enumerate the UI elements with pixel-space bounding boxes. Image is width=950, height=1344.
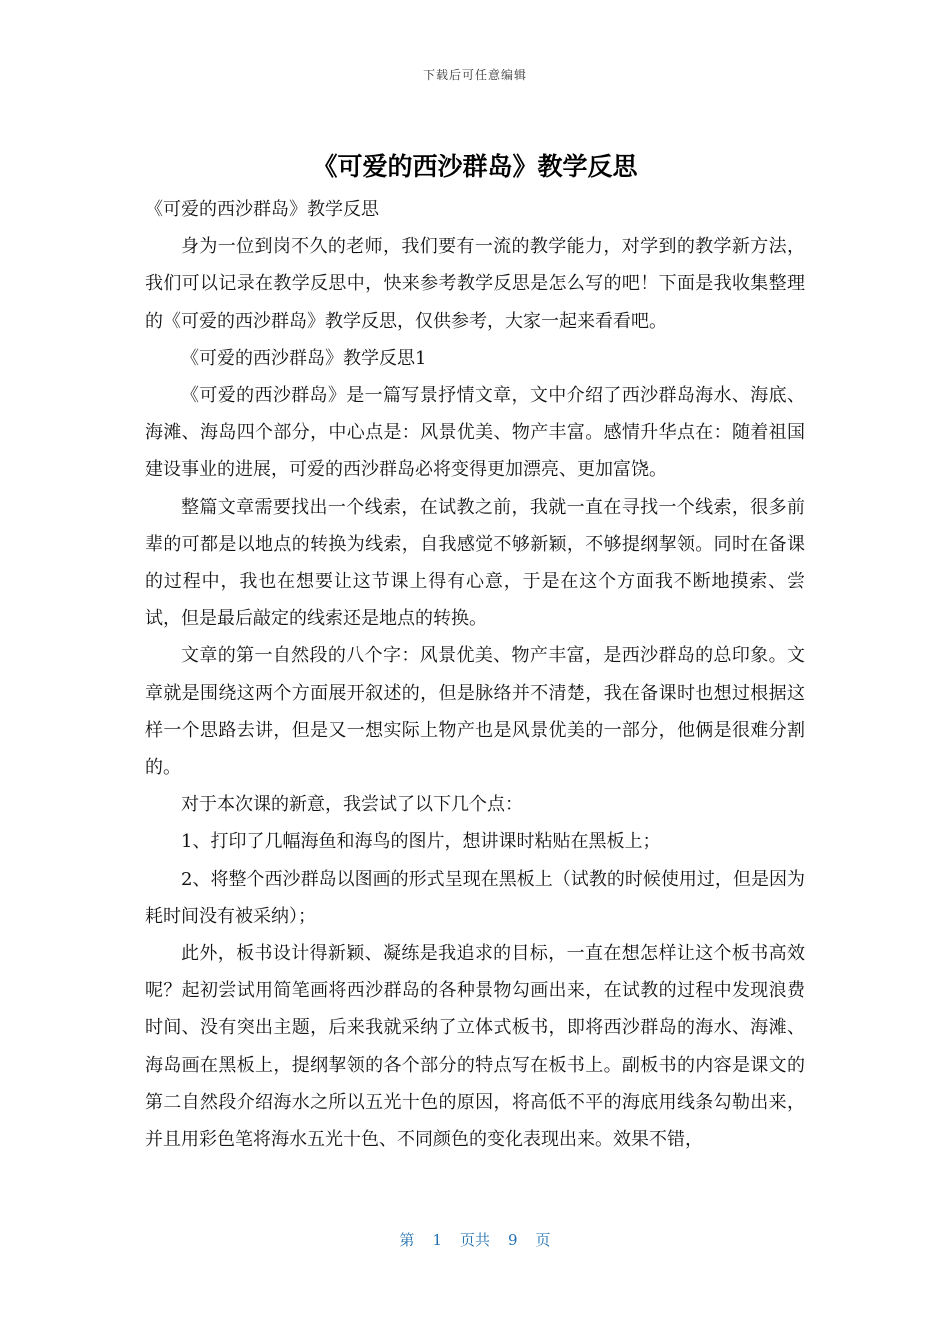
paragraph: 整篇文章需要找出一个线索，在试教之前，我就一直在寻找一个线索，很多前辈的可都是以地点的转换为线索，自我感觉不够新颖，不够提纲挈领。同时在备课的过程中，我也在想要让这节课上得有心意，于是在这个方面我不断地摸索、尝试，但是最后敲定的线索还是地点的转换。 <box>145 496 805 630</box>
paragraph: 《可爱的西沙群岛》教学反思 <box>145 199 379 220</box>
document-body <box>145 191 805 1158</box>
paragraph: 此外，板书设计得新颖、凝练是我追求的目标，一直在想怎样让这个板书高效呢？起初尝试用简笔画将西沙群岛的各种景物勾画出来，在试教的过程中发现浪费时间、没有突出主题，后来我就采纳了立体式板书，即将西沙群岛的海水、海滩、海岛画在黑板上，提纲挈领的各个部分的特点写在板书上。副板书的内容是课文的第二自然段介绍海水之所以五光十色的原因，将高低不平的海底用线条勾勒出来，并且用彩色笔将海水五光十色、不同颜色的变化表现出来。效果不错， <box>145 943 805 1151</box>
paragraph: 身为一位到岗不久的老师，我们要有一流的教学能力，对学到的教学新方法，我们可以记录在教学反思中，快来参考教学反思是怎么写的吧！下面是我收集整理的《可爱的西沙群岛》教学反思，仅供参考，大家一起来看看吧。 <box>145 236 805 332</box>
paragraph: 2、将整个西沙群岛以图画的形式呈现在黑板上（试教的时候使用过，但是因为耗时间没有被采纳）； <box>145 868 805 927</box>
paragraph: 对于本次课的新意，我尝试了以下几个点： <box>181 794 523 816</box>
paragraph: 文章的第一自然段的八个字：风景优美、物产丰富，是西沙群岛的总印象。文章就是围绕这两个方面展开叙述的，但是脉络并不清楚，我在备课时也想过根据这样一个思路去讲，但是又一想实际上物产也是风景优美的一部分，他俩是很难分割的。 <box>145 645 805 779</box>
footer-prefix: 第 <box>399 1231 415 1249</box>
footer-current-page: 1 <box>432 1231 442 1249</box>
footer-middle: 页共 <box>459 1231 490 1249</box>
footer-total-pages: 9 <box>508 1231 518 1249</box>
document-title: 《可爱的西沙群岛》教学反思 <box>312 152 638 181</box>
paragraph: 1、打印了几幅海鱼和海鸟的图片，想讲课时粘贴在黑板上； <box>181 831 661 853</box>
page-footer <box>0 1229 950 1250</box>
paragraph: 《可爱的西沙群岛》是一篇写景抒情文章，文中介绍了西沙群岛海水、海底、海滩、海岛四个部分，中心点是：风景优美、物产丰富。感情升华点在：随着祖国建设事业的进展，可爱的西沙群岛必将变得更加漂亮、更加富饶。 <box>145 385 805 481</box>
footer-suffix: 页 <box>535 1231 551 1249</box>
paragraph: 《可爱的西沙群岛》教学反思1 <box>181 347 427 369</box>
page-header: 下载后可任意编辑 <box>422 68 527 82</box>
